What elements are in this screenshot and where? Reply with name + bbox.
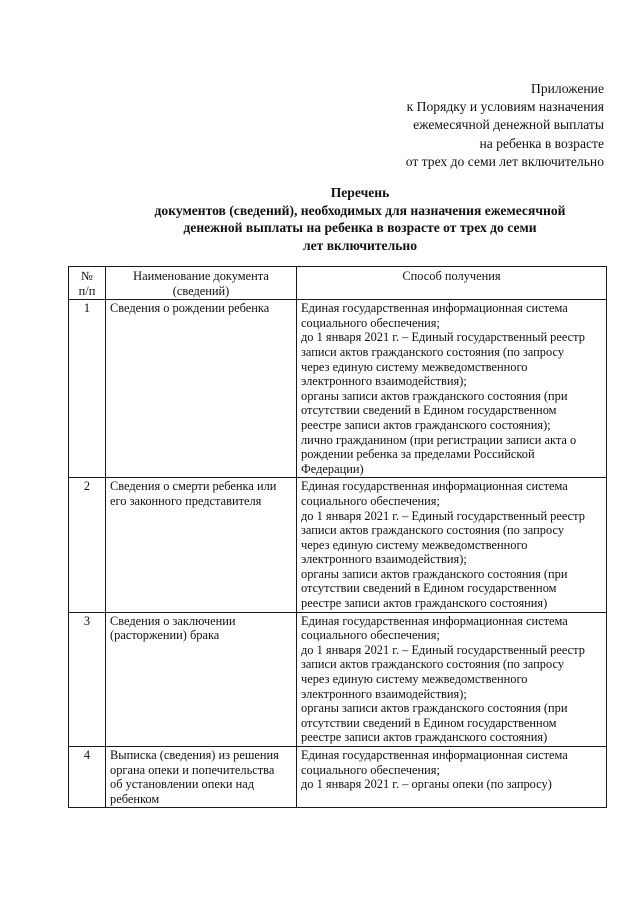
header-num xyxy=(69,267,106,300)
method-line: социального обеспечения; xyxy=(301,315,440,330)
method-cell xyxy=(297,747,607,808)
document-name-line: его законного представителя xyxy=(110,493,262,508)
appendix-line: к Порядку и условиям назначения xyxy=(406,99,604,115)
title-line: лет включительно xyxy=(302,237,418,253)
document-name-cell xyxy=(106,612,297,746)
method-line: органы записи актов гражданского состояния (при xyxy=(301,701,568,716)
document-name-line: об установлении опеки над xyxy=(110,777,255,792)
appendix-line: Приложение xyxy=(531,81,604,96)
header-num-line: п/п xyxy=(78,283,96,298)
document-name-line: органа опеки и попечительства xyxy=(110,762,275,777)
document-name-cell xyxy=(106,747,297,808)
method-cell xyxy=(297,300,607,478)
document-name-cell xyxy=(106,300,297,478)
method-line: записи актов гражданского состояния (по запросу xyxy=(301,657,565,672)
method-line: записи актов гражданского состояния (по запросу xyxy=(301,523,565,538)
method-line: электронного взаимодействия); xyxy=(301,374,467,389)
document-name-line: (расторжении) брака xyxy=(110,628,220,643)
title-line: денежной выплаты на ребенка в возрасте от трех до семи xyxy=(183,220,537,235)
document-name-line: Сведения о рождении ребенка xyxy=(110,301,270,316)
method-line: отсутствии сведений в Едином государственном xyxy=(301,403,557,418)
table-row xyxy=(69,300,607,478)
appendix-header xyxy=(406,80,604,171)
method-line: Единая государственная информационная система xyxy=(301,479,568,494)
method-line: через единую систему межведомственного xyxy=(301,672,528,687)
method-line: до 1 января 2021 г. – Единый государственный реестр xyxy=(301,508,585,523)
header-name-line: (сведений) xyxy=(172,283,230,298)
method-line: рождении ребенка за пределами Российской xyxy=(301,447,535,462)
method-line: социального обеспечения; xyxy=(301,628,440,643)
appendix-line: от трех до семи лет включительно xyxy=(405,153,604,169)
method-line: реестре записи актов гражданского состояния) xyxy=(301,596,548,611)
header-name xyxy=(106,267,297,300)
document-name-line: Сведения о заключении xyxy=(110,613,236,628)
method-line: отсутствии сведений в Едином государственном xyxy=(301,715,557,730)
method-line: через единую систему межведомственного xyxy=(301,537,528,552)
method-line: Единая государственная информационная система xyxy=(301,613,568,628)
method-line: до 1 января 2021 г. – органы опеки (по запросу) xyxy=(301,777,552,792)
appendix-line: ежемесячной денежной выплаты xyxy=(413,117,604,133)
header-method xyxy=(297,267,607,300)
method-line: социального обеспечения; xyxy=(301,762,440,777)
row-number-cell: 4 xyxy=(69,747,106,808)
documents-table xyxy=(68,266,607,808)
appendix-line: на ребенка в возрасте xyxy=(479,135,604,151)
header-name-line: Наименование документа xyxy=(133,269,269,283)
table-row xyxy=(69,747,607,808)
row-number-cell: 3 xyxy=(69,612,106,746)
document-name-cell xyxy=(106,478,297,612)
document-name-line: ребенком xyxy=(110,791,160,806)
header-num-line: № xyxy=(81,269,93,283)
method-cell xyxy=(297,478,607,612)
method-line: отсутствии сведений в Едином государственном xyxy=(301,581,557,596)
row-number-cell: 1 xyxy=(69,300,106,478)
method-line: Единая государственная информационная система xyxy=(301,748,568,762)
method-line: через единую систему межведомственного xyxy=(301,359,528,374)
method-line: реестре записи актов гражданского состояния); xyxy=(301,417,551,432)
table-header-row xyxy=(69,267,607,300)
method-line: записи актов гражданского состояния (по запросу xyxy=(301,344,565,359)
table-row xyxy=(69,478,607,612)
method-cell xyxy=(297,612,607,746)
method-line: социального обеспечения; xyxy=(301,493,440,508)
method-line: до 1 января 2021 г. – Единый государственный реестр xyxy=(301,642,585,657)
method-line: органы записи актов гражданского состояния (при xyxy=(301,388,568,403)
document-name-line: Сведения о смерти ребенка или xyxy=(110,479,277,494)
method-line: до 1 января 2021 г. – Единый государственный реестр xyxy=(301,330,585,345)
method-line: лично гражданином (при регистрации записи акта о xyxy=(301,432,577,447)
table-row xyxy=(69,612,607,746)
title-line: Перечень xyxy=(330,185,390,200)
method-line: Единая государственная информационная система xyxy=(301,301,568,316)
document-title xyxy=(95,184,625,254)
method-line: электронного взаимодействия); xyxy=(301,552,467,567)
header-method-line: Способ получения xyxy=(402,269,501,283)
document-name-line: Выписка (сведения) из решения xyxy=(110,748,279,762)
method-line: органы записи актов гражданского состояния (при xyxy=(301,566,568,581)
method-line: Федерации) xyxy=(301,461,364,476)
method-line: электронного взаимодействия); xyxy=(301,686,467,701)
table-body xyxy=(69,300,607,808)
method-line: реестре записи актов гражданского состояния) xyxy=(301,730,548,745)
title-line: документов (сведений), необходимых для назначения ежемесячной xyxy=(154,202,566,218)
row-number-cell: 2 xyxy=(69,478,106,612)
